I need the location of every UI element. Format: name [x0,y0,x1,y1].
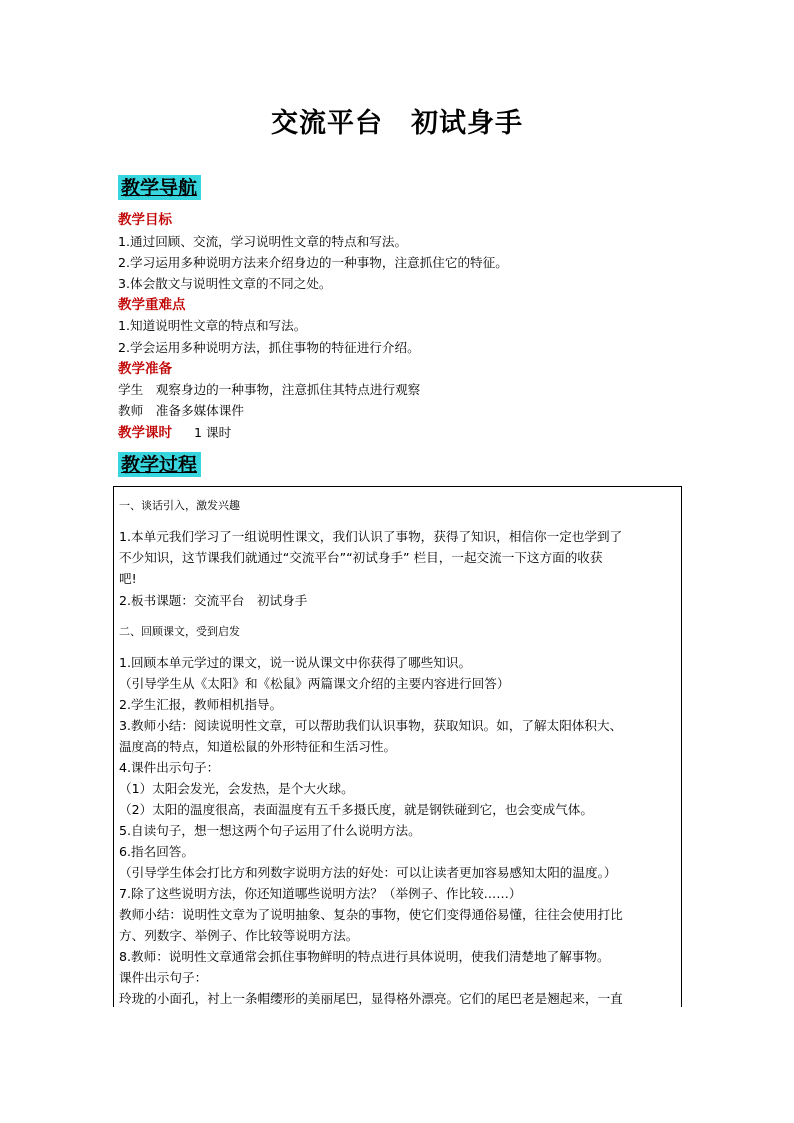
teaching-process-box [113,486,682,1007]
process-line: 课件出示句子： [119,970,208,985]
class-hours-label: 教学课时 [118,425,172,441]
process-line: （1）太阳会发光，会发热，是个大火球。 [119,781,354,796]
process-line: （引导学生从《太阳》和《松鼠》两篇课文介绍的主要内容进行回答） [119,676,510,691]
process-line: 方、列数字、举例子、作比较等说明方法。 [119,928,359,943]
process-line: 7.除了这些说明方法，你还知道哪些说明方法？（举例子、作比较……） [119,886,522,901]
process-line: （引导学生体会打比方和列数字说明方法的好处：可以让读者更加容易感知太阳的温度。） [119,865,617,880]
process-line: 吧! [119,571,137,586]
process-line: 5.自读句子，想一想这两个句子运用了什么说明方法。 [119,823,421,838]
section-heading-teaching-nav: 教学导航 [118,175,201,200]
process-line: 二、回顾课文，受到启发 [119,625,240,638]
goal-item: 1.通过回顾、交流，学习说明性文章的特点和写法。 [118,234,408,249]
process-line: 4.课件出示句子： [119,760,220,775]
process-line: （2）太阳的温度很高，表面温度有五千多摄氏度，就是钢铁碰到它，也会变成气体。 [119,802,593,817]
key-point-item: 1.知道说明性文章的特点和写法。 [118,318,307,333]
preparation-item: 教师 准备多媒体课件 [118,403,244,418]
process-line: 2.板书课题：交流平台 初试身手 [119,593,308,608]
process-line: 3.教师小结：阅读说明性文章，可以帮助我们认识事物，获取知识。如，了解太阳体积大、 [119,718,623,733]
goal-item: 2.学习运用多种说明方法来介绍身边的一种事物，注意抓住它的特征。 [118,255,508,270]
process-line: 8.教师：说明性文章通常会抓住事物鲜明的特点进行具体说明，使我们清楚地了解事物。 [119,949,610,964]
process-line: 1.回顾本单元学过的课文，说一说从课文中你获得了哪些知识。 [119,655,472,670]
page-title: 交流平台 初试身手 [271,108,523,139]
goal-item: 3.体会散文与说明性文章的不同之处。 [118,276,332,291]
process-line: 2.学生汇报，教师相机指导。 [119,697,283,712]
process-line: 教师小结：说明性文章为了说明抽象、复杂的事物，使它们变得通俗易懂，往往会使用打比 [119,907,623,922]
process-line: 一、谈话引入，激发兴趣 [119,499,240,512]
process-line: 温度高的特点，知道松鼠的外形特征和生活习性。 [119,739,397,754]
goals-heading: 教学目标 [118,212,172,228]
class-hours-value: 1 课时 [194,425,232,440]
key-points-heading: 教学重难点 [118,297,186,313]
process-line: 6.指名回答。 [119,844,194,859]
process-line: 玲珑的小面孔，衬上一条帽缨形的美丽尾巴，显得格外漂亮。它们的尾巴老是翘起来，一直 [119,991,623,1006]
process-line: 1.本单元我们学习了一组说明性课文，我们认识了事物，获得了知识，相信你一定也学到了 [119,529,623,544]
section-heading-teaching-process: 教学过程 [118,452,201,477]
key-point-item: 2.学会运用多种说明方法，抓住事物的特征进行介绍。 [118,340,420,355]
process-line: 不少知识，这节课我们就通过“交流平台”“初试身手” 栏目，一起交流一下这方面的收获 [119,550,603,565]
class-hours-row [118,423,231,443]
preparation-item: 学生 观察身边的一种事物，注意抓住其特点进行观察 [118,382,421,397]
preparation-heading: 教学准备 [118,361,172,377]
